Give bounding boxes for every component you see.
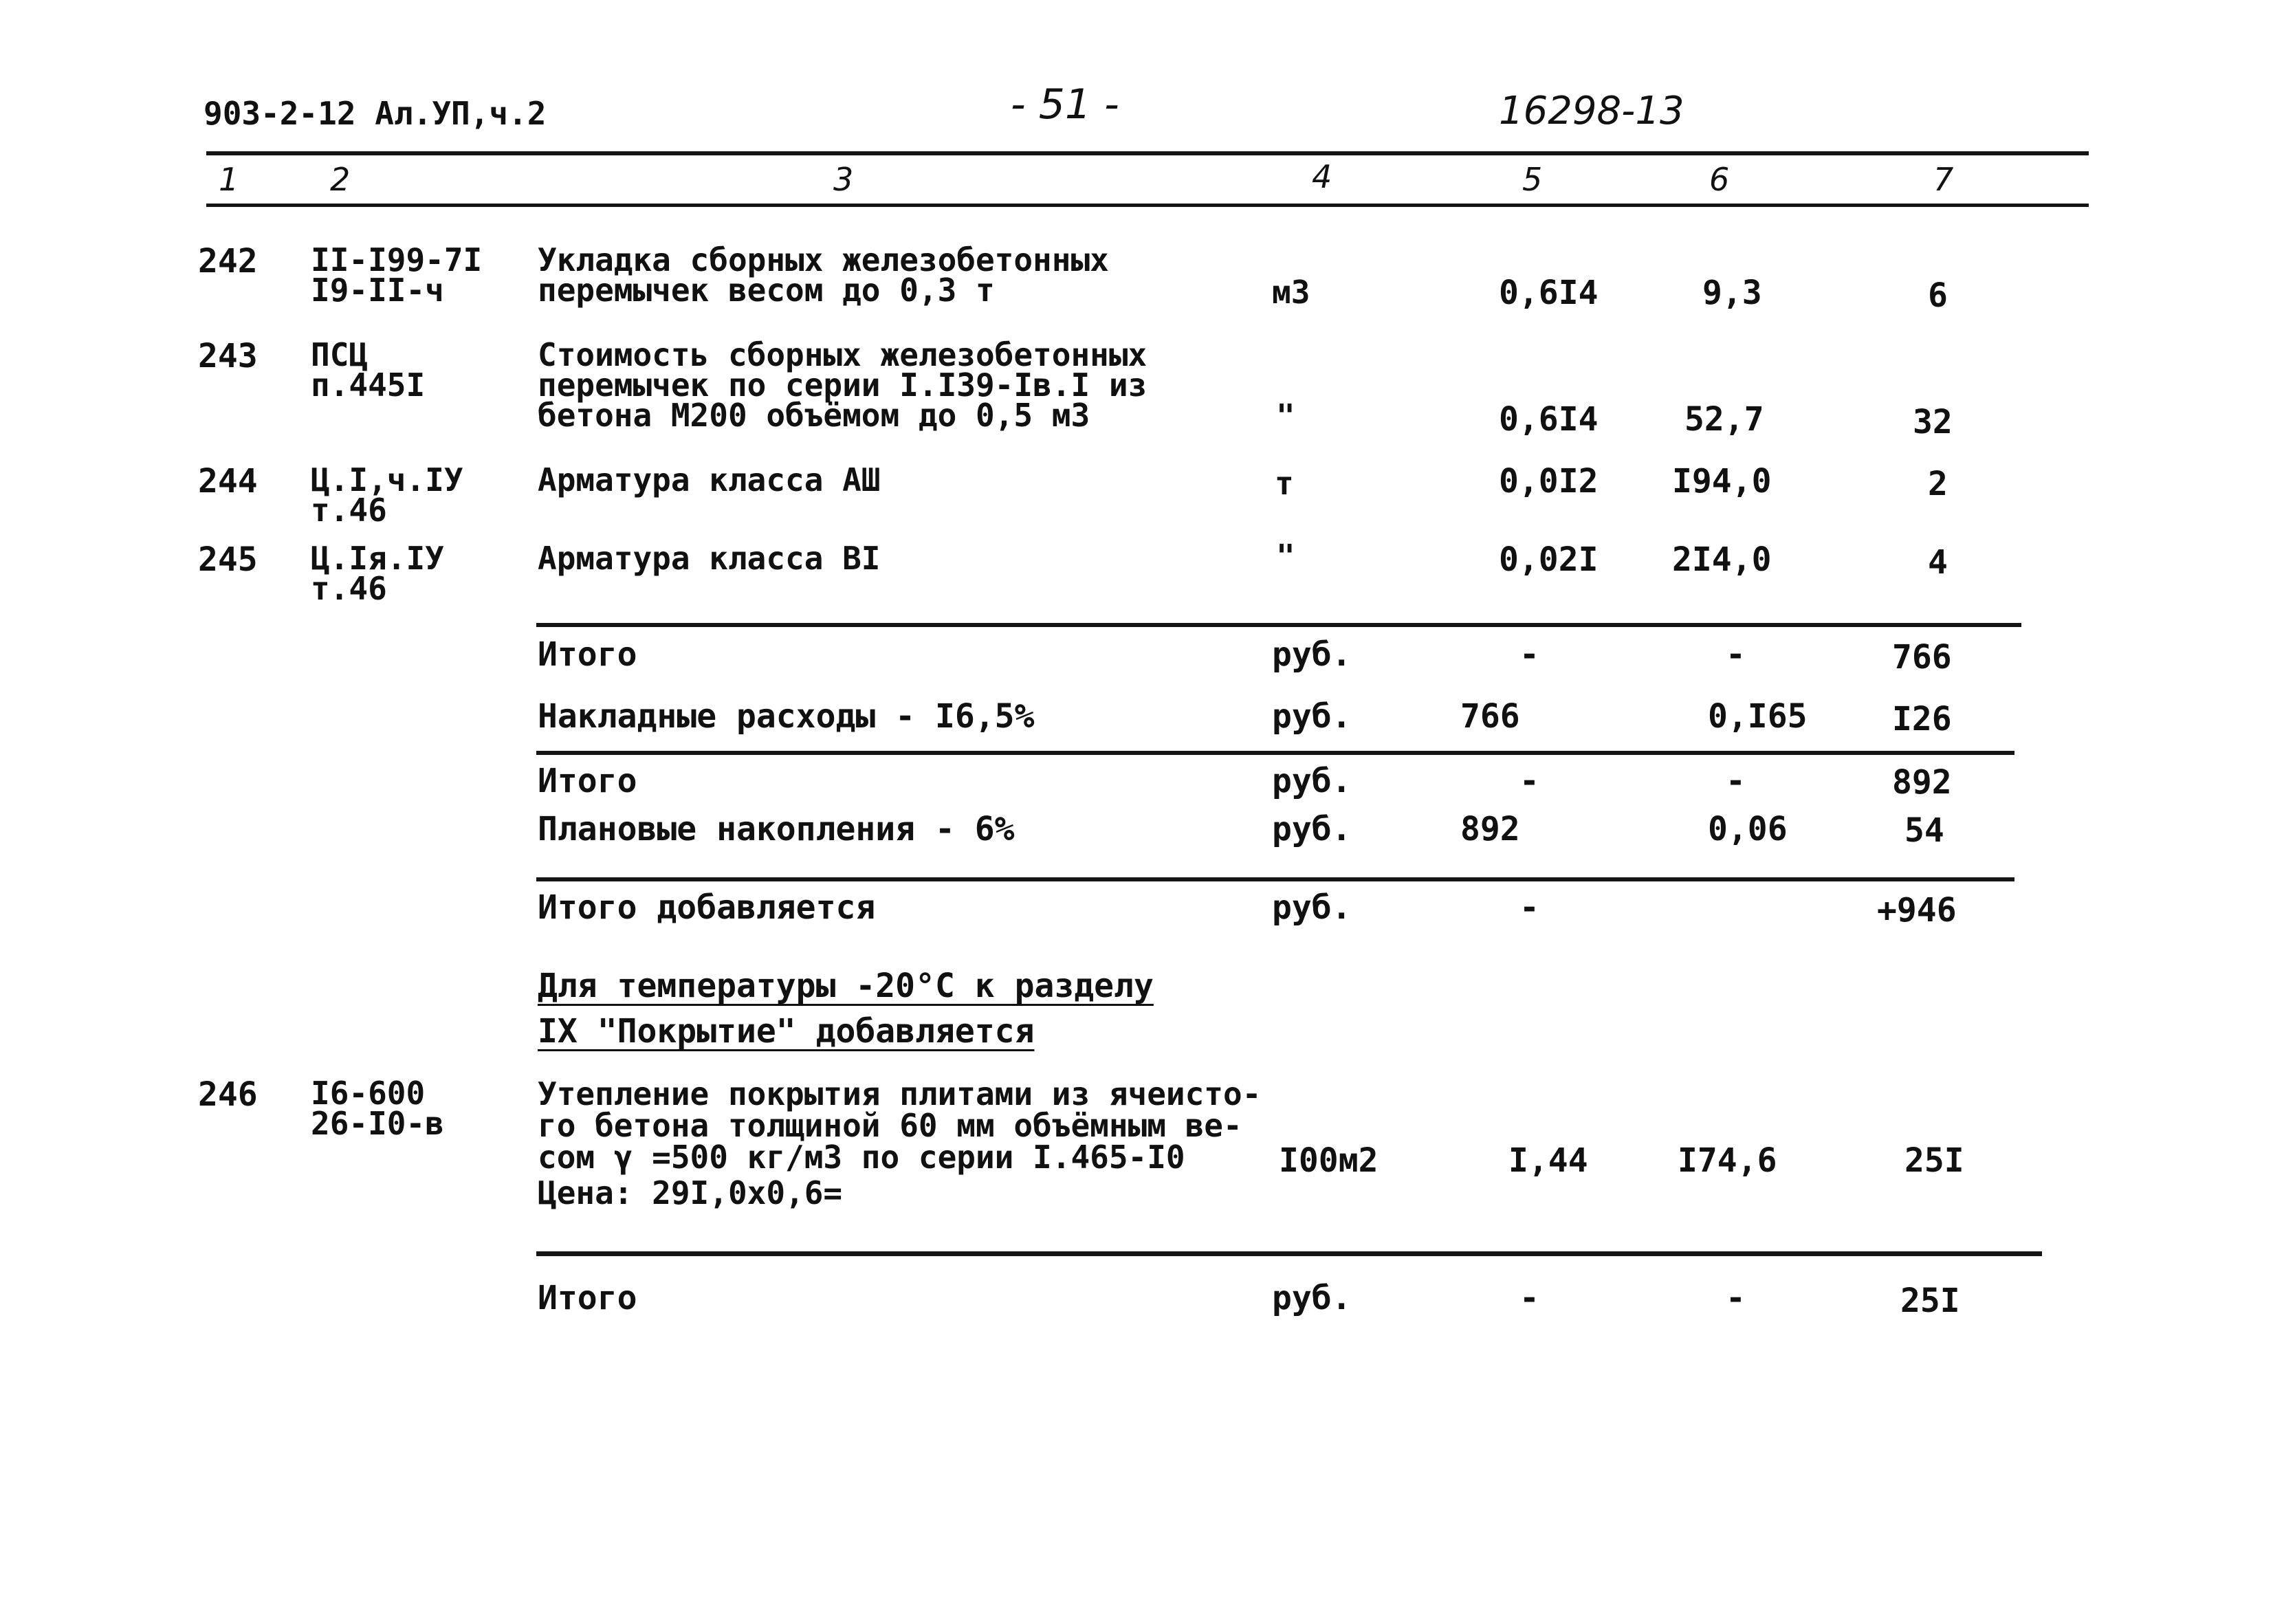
code-line: т.46 [311,492,387,529]
row-description [538,461,881,498]
row-description [538,540,881,577]
summary-quantity: - [1519,888,1539,927]
table-rule [536,623,2021,627]
row-total: 6 [1928,276,1948,315]
row-quantity: I,44 [1508,1141,1588,1180]
row-unit: " [1276,538,1295,575]
column-header-5: 5 [1522,161,1543,198]
column-header-2: 2 [330,161,351,198]
summary-total: I26 [1892,700,1952,738]
row-number: 243 [198,337,258,375]
section-heading-line: IX "Покрытие" добавляется [538,1012,1035,1051]
summary-total: 54 [1904,811,1944,850]
summary-label: Итого [538,635,637,674]
description-line: бетона М200 объёмом до 0,5 м3 [538,397,1090,434]
row-description [538,336,1148,434]
header-bottom-rule [206,204,2089,207]
row-total: 25I [1904,1141,1964,1180]
final-total-total: 25I [1900,1282,1960,1320]
final-total-unit: руб. [1272,1279,1352,1317]
summary-label: Накладные расходы - I6,5% [538,697,1035,736]
code-line: I9-II-ч [311,272,444,309]
description-line: Утепление покрытия плитами из ячеисто- [538,1075,1262,1112]
row-code [311,461,463,529]
code-line: Ц.I,ч.IУ [311,461,463,498]
row-total: 32 [1913,403,1953,441]
final-total-unit-price: - [1726,1279,1746,1317]
description-line: Укладка сборных железобетонных [538,241,1109,278]
row-code [311,540,444,607]
document-number: 16298-13 [1499,89,1684,133]
code-line: т.46 [311,570,387,607]
column-header-7: 7 [1933,161,1954,198]
column-header-3: 3 [833,161,854,198]
row-unit: " [1276,397,1295,435]
code-line: п.445I [311,366,426,404]
row-unit-price: 9,3 [1702,274,1762,312]
summary-unit: руб. [1272,762,1352,800]
summary-total: 892 [1892,763,1952,802]
description-line: Цена: 29I,0х0,6= [538,1174,843,1211]
code-line: II-I99-7I [311,241,483,278]
row-description [538,1075,1262,1211]
table-rule [536,1251,2042,1256]
summary-unit-price: 0,06 [1708,810,1788,848]
section-heading-line: Для температуры -20°С к разделу [538,967,1154,1005]
row-number: 246 [198,1075,258,1114]
summary-label: Плановые накопления - 6% [538,810,1015,848]
row-code [311,1075,444,1142]
code-line: 26-I0-в [311,1105,444,1142]
row-number: 245 [198,540,258,579]
summary-total: 766 [1892,638,1952,677]
summary-label: Итого [538,762,637,800]
summary-quantity: - [1519,762,1539,800]
row-code [311,241,483,309]
row-total: 4 [1928,543,1948,582]
final-total-label: Итого [538,1279,637,1317]
description-line: Стоимость сборных железобетонных [538,336,1148,373]
summary-unit-price: 0,I65 [1708,697,1808,736]
description-line: Арматура класса АШ [538,461,881,498]
page-number: - 51 - [1011,80,1119,129]
description-line: Арматура класса ВI [538,540,881,577]
row-unit-price: 52,7 [1684,400,1764,439]
summary-unit-price: - [1726,635,1746,674]
row-unit: т [1275,465,1294,502]
summary-quantity: 892 [1460,810,1520,848]
row-quantity: 0,6I4 [1499,400,1599,439]
summary-unit: руб. [1272,697,1352,736]
column-header-1: 1 [219,161,239,198]
summary-unit: руб. [1272,888,1352,927]
row-description [538,241,1109,309]
description-line: сом γ =500 кг/м3 по серии I.465-I0 [538,1139,1185,1176]
table-rule [536,751,2014,755]
column-header-6: 6 [1709,161,1730,198]
summary-quantity: - [1519,635,1539,674]
row-total: 2 [1928,465,1948,503]
summary-unit: руб. [1272,810,1352,848]
row-unit-price: I74,6 [1678,1141,1777,1180]
row-unit-price: 2I4,0 [1672,540,1772,579]
description-line: перемычек по серии I.I39-Iв.I из [538,366,1148,404]
description-line: перемычек весом до 0,3 т [538,272,995,309]
row-code [311,336,426,404]
summary-unit-price: - [1726,762,1746,800]
row-unit: I00м2 [1279,1141,1379,1180]
header-top-rule [206,151,2089,155]
description-line: го бетона толщиной 60 мм объёмным ве- [538,1107,1242,1144]
row-number: 244 [198,462,258,501]
code-line: Ц.Iя.IУ [311,540,444,577]
row-number: 242 [198,242,258,281]
row-quantity: 0,0I2 [1499,462,1599,501]
row-unit: м3 [1272,274,1310,311]
column-header-4: 4 [1312,158,1332,195]
summary-label: Итого добавляется [538,888,876,927]
table-rule [536,877,2014,881]
row-unit-price: I94,0 [1672,462,1772,501]
summary-total: +946 [1877,891,1957,930]
row-quantity: 0,02I [1499,540,1599,579]
summary-unit: руб. [1272,635,1352,674]
row-quantity: 0,6I4 [1499,274,1599,312]
summary-quantity: 766 [1460,697,1520,736]
final-total-quantity: - [1519,1279,1539,1317]
code-line: ПСЦ [311,336,369,373]
code-line: I6-600 [311,1075,426,1112]
document-code: 903-2-12 Ал.УП,ч.2 [204,95,547,132]
